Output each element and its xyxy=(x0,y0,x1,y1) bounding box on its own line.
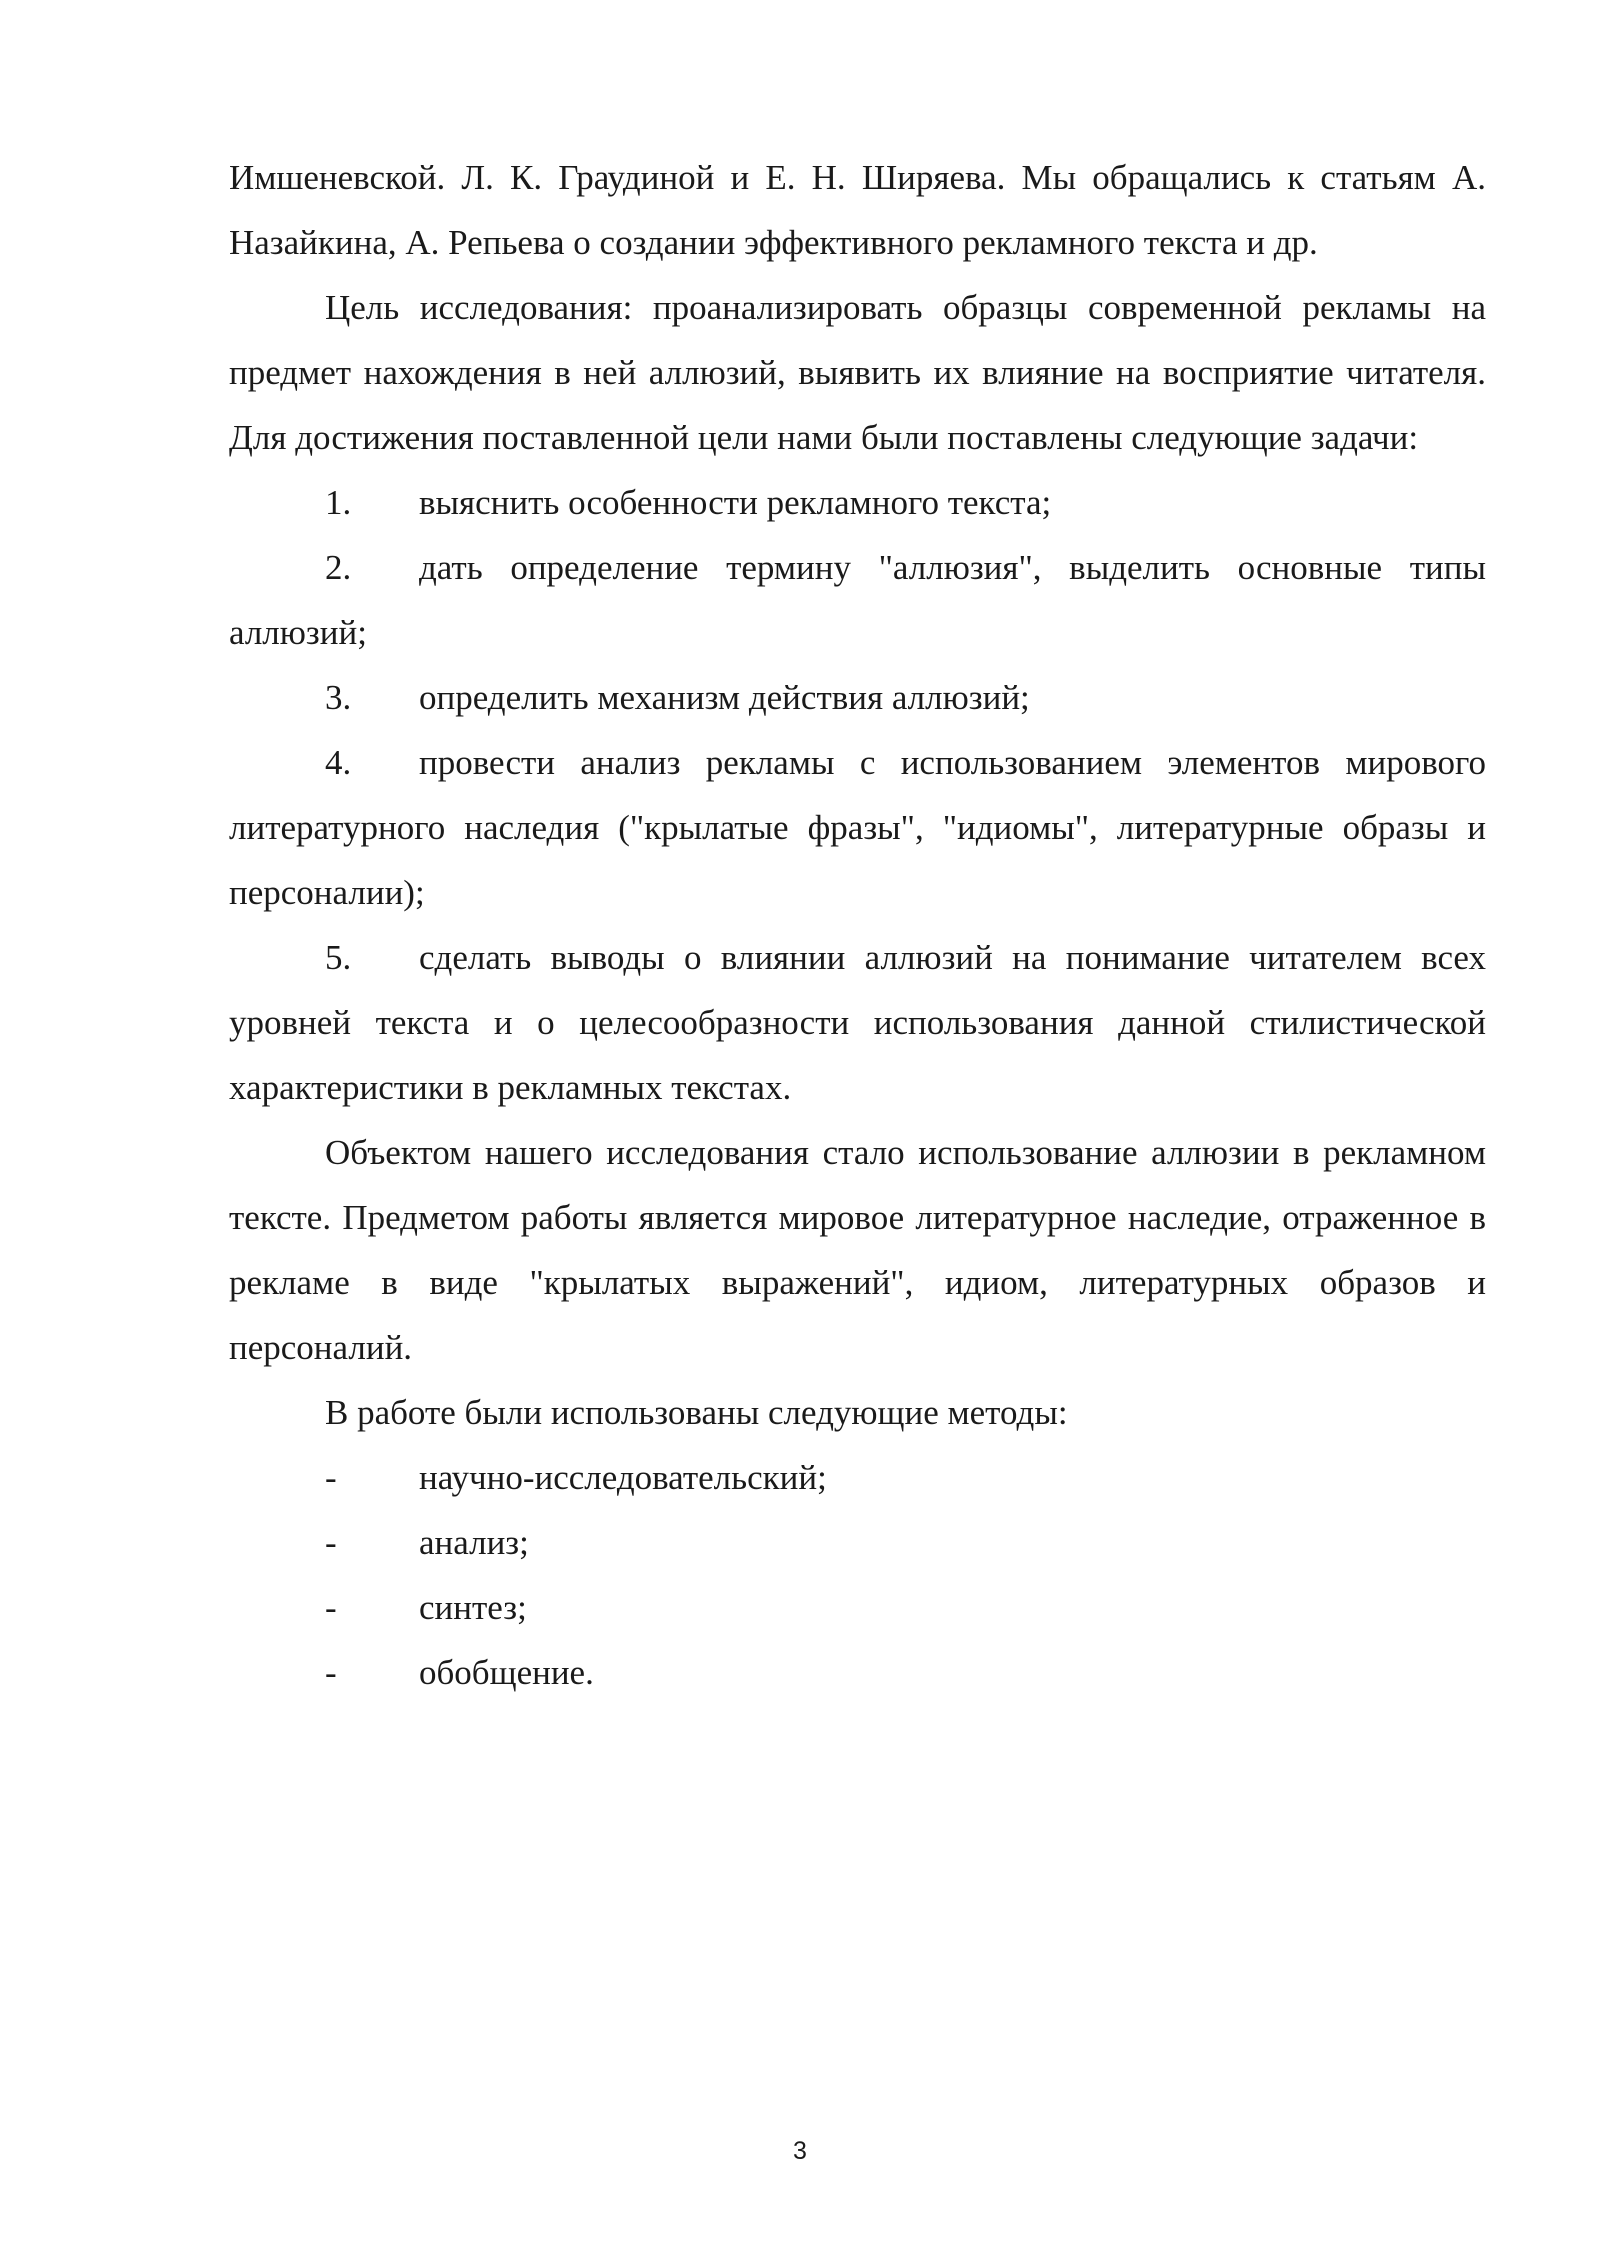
task-marker: 1. xyxy=(325,483,352,522)
method-text: синтез; xyxy=(419,1588,527,1627)
method-item-4 xyxy=(229,1640,1486,1705)
method-marker: - xyxy=(325,1523,337,1562)
object-paragraph: Объектом нашего исследования стало использование аллюзии в рекламном тексте. Предметом работы является мировое литературное наследие, отраженное в рекламе в виде "крылатых выражений", идиом, литературных образов и персоналий. xyxy=(229,1133,1486,1367)
task-marker: 2. xyxy=(325,548,352,587)
method-text: обобщение. xyxy=(419,1653,594,1692)
page-number: 3 xyxy=(793,2137,807,2165)
method-marker: - xyxy=(325,1588,337,1627)
task-item-3 xyxy=(229,665,1486,730)
task-marker: 4. xyxy=(325,743,352,782)
document-body xyxy=(229,145,1486,1705)
task-item-2 xyxy=(229,535,1486,665)
task-text: провести анализ рекламы с использованием элементов мирового литературного наследия ("крылатые фразы", "идиомы", литературные образы и персоналии); xyxy=(229,743,1486,912)
method-marker: - xyxy=(325,1653,337,1692)
task-text: выяснить особенности рекламного текста; xyxy=(419,483,1052,522)
methods-intro: В работе были использованы следующие методы: xyxy=(325,1393,1068,1432)
method-text: научно-исследовательский; xyxy=(419,1458,827,1497)
task-item-5 xyxy=(229,925,1486,1120)
task-text: дать определение термину "аллюзия", выделить основные типы аллюзий; xyxy=(229,548,1486,652)
intro-paragraph: Имшеневской. Л. К. Граудиной и Е. Н. Ширяева. Мы обращались к статьям А. Назайкина, А. Репьева о создании эффективного рекламного текста и др. xyxy=(229,158,1486,262)
task-text: определить механизм действия аллюзий; xyxy=(419,678,1030,717)
method-item-2 xyxy=(229,1510,1486,1575)
method-text: анализ; xyxy=(419,1523,529,1562)
task-marker: 5. xyxy=(325,938,352,977)
method-marker: - xyxy=(325,1458,337,1497)
method-item-1 xyxy=(229,1445,1486,1510)
task-item-1 xyxy=(229,470,1486,535)
task-marker: 3. xyxy=(325,678,352,717)
task-text: сделать выводы о влиянии аллюзий на понимание читателем всех уровней текста и о целесообразности использования данной стилистической характеристики в рекламных текстах. xyxy=(229,938,1486,1107)
method-item-3 xyxy=(229,1575,1486,1640)
goal-paragraph: Цель исследования: проанализировать образцы современной рекламы на предмет нахождения в ней аллюзий, выявить их влияние на восприятие читателя. Для достижения поставленной цели нами были поставлены следующие задачи: xyxy=(229,288,1486,457)
task-item-4 xyxy=(229,730,1486,925)
